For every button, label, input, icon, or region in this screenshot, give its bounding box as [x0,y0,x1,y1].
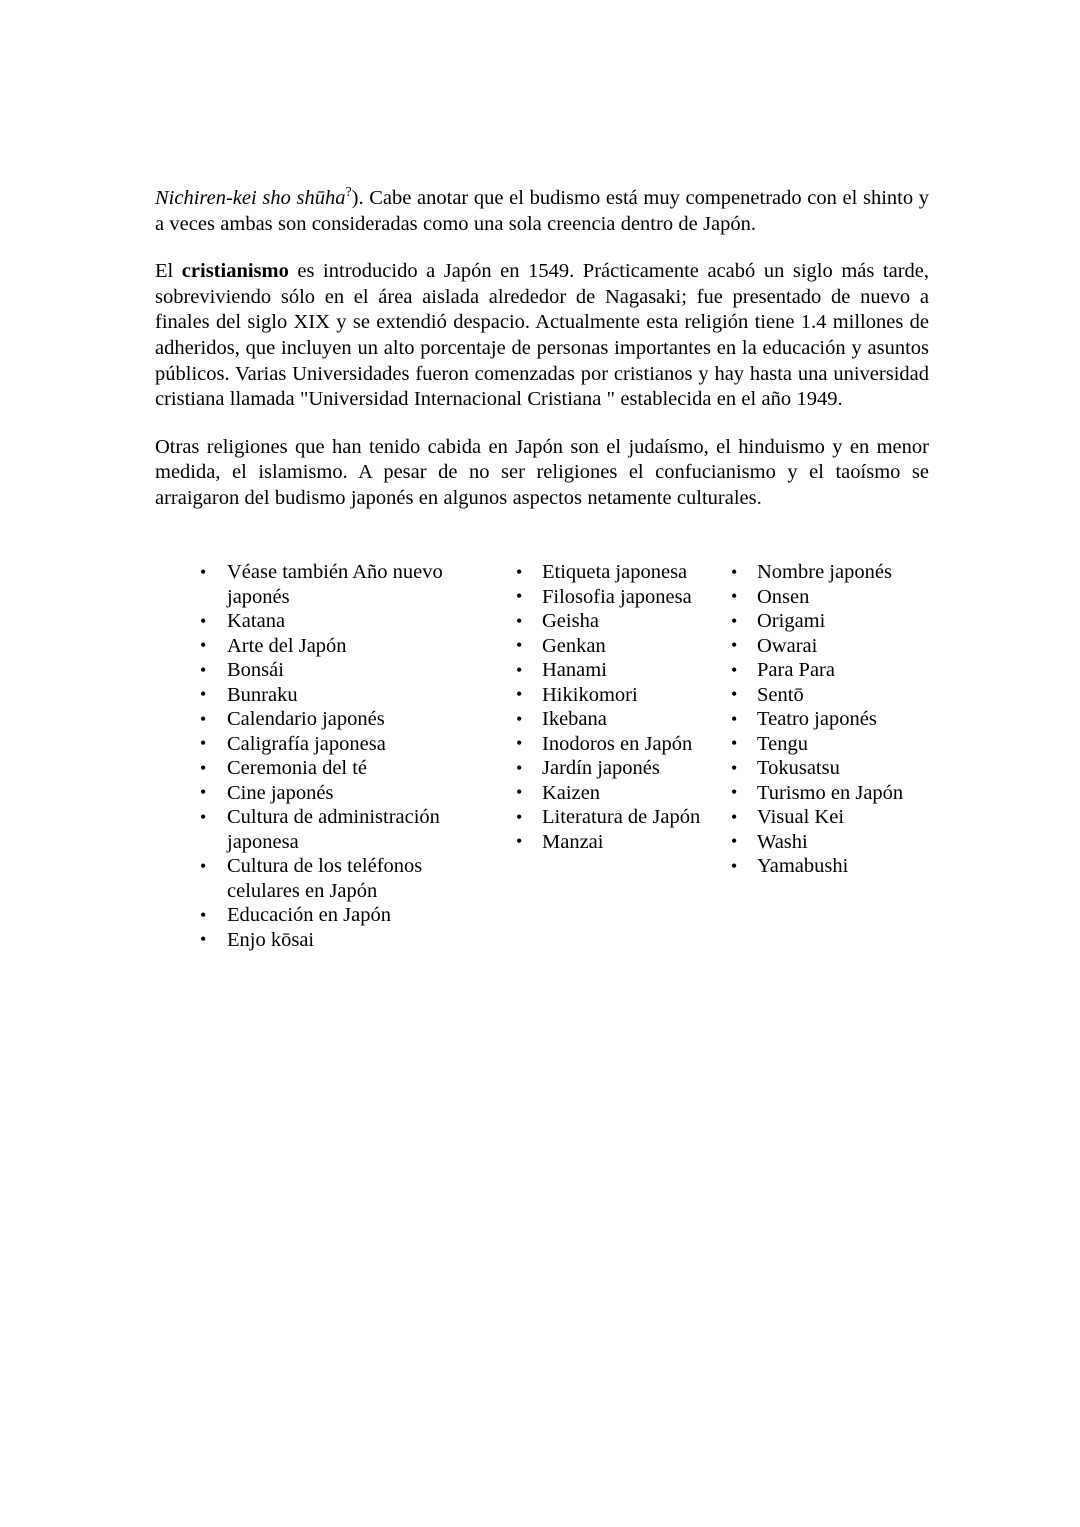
list-item[interactable]: • Teatro japonés [715,707,945,732]
list-item[interactable]: • Cultura de los teléfonos celulares en Japón [182,854,500,903]
list-item[interactable]: • Tokusatsu [715,756,945,781]
list-item[interactable]: • Hikikomori [500,683,715,708]
paragraph-cristianismo-text: es introducido a Japón en 1549. Prácticamente acabó un siglo más tarde, sobreviviendo sólo en el área aislada alrededor de Nagasaki; fue presentado de nuevo a finales del siglo XIX y se extendió despacio. Actualmente esta religión tiene 1.4 millones de adheridos, que incluyen un alto porcentaje de personas importantes en la educación y asuntos públicos. Varias Universidades fueron comenzadas por cristianos y hay hasta una universidad cristiana llamada "Universidad Internacional Cristiana " establecida en el año 1949. [155,260,930,411]
list-item[interactable]: • Literatura de Japón [500,805,715,830]
list-item[interactable]: • Visual Kei [715,805,945,830]
list-item[interactable]: • Ceremonia del té [182,756,500,781]
footnote-marker: ? [345,185,352,201]
bullet-list-middle [500,560,715,854]
list-item[interactable]: • Cultura de administración japonesa [182,805,500,854]
list-item[interactable]: • Jardín japonés [500,756,715,781]
list-item[interactable]: • Sentō [715,683,945,708]
list-item[interactable]: • Bonsái [182,658,500,683]
list-item[interactable]: • Tengu [715,732,945,757]
paragraph-budismo-shinto [155,186,929,237]
list-item[interactable]: • Filosofia japonesa [500,585,715,610]
paragraph-cristianismo-lead: El [155,260,182,283]
list-item[interactable]: • Inodoros en Japón [500,732,715,757]
list-item[interactable]: • Origami [715,609,945,634]
list-item[interactable]: • Turismo en Japón [715,781,945,806]
list-item[interactable]: • Hanami [500,658,715,683]
list-column-middle [500,560,715,854]
list-item[interactable]: • Véase también Año nuevo japonés [182,560,500,609]
paragraph-otras-religiones: Otras religiones que han tenido cabida en Japón son el judaísmo, el hinduismo y en menor medida, el islamismo. A pesar de no ser religiones el confucianismo y el taoísmo se arraigaron del budismo japonés en algunos aspectos netamente culturales. [155,435,929,509]
list-column-right [715,560,945,879]
list-item[interactable]: • Owarai [715,634,945,659]
body-text-block [155,186,929,512]
paragraph-cristianismo [155,259,929,413]
list-item[interactable]: • Yamabushi [715,854,945,879]
list-item[interactable]: • Geisha [500,609,715,634]
list-item[interactable]: • Calendario japonés [182,707,500,732]
list-item[interactable]: • Katana [182,609,500,634]
list-item[interactable]: • Kaizen [500,781,715,806]
list-item[interactable]: • Educación en Japón [182,903,500,928]
bullet-list-left [182,560,500,952]
list-item[interactable]: • Onsen [715,585,945,610]
see-also-three-column-list [155,560,945,952]
list-item[interactable]: • Etiqueta japonesa [500,560,715,585]
italic-term-nichiren: Nichiren-kei sho shūha [155,187,346,209]
paragraph-budismo-shinto-text: ). Cabe anotar que el budismo está muy compenetrado con el shinto y a veces ambas son consideradas como una sola creencia dentro de Japón. [155,187,929,235]
list-item[interactable]: • Cine japonés [182,781,500,806]
list-item[interactable]: • Nombre japonés [715,560,945,585]
bullet-list-right [715,560,945,879]
list-item[interactable]: • Para Para [715,658,945,683]
list-item[interactable]: • Manzai [500,830,715,855]
list-item[interactable]: • Washi [715,830,945,855]
bold-term-cristianismo: cristianismo [181,260,289,283]
list-item[interactable]: • Bunraku [182,683,500,708]
list-item[interactable]: • Arte del Japón [182,634,500,659]
list-item[interactable]: • Caligrafía japonesa [182,732,500,757]
list-item[interactable]: • Ikebana [500,707,715,732]
list-item[interactable]: • Enjo kōsai [182,928,500,953]
list-item[interactable]: • Genkan [500,634,715,659]
list-column-left [155,560,500,952]
